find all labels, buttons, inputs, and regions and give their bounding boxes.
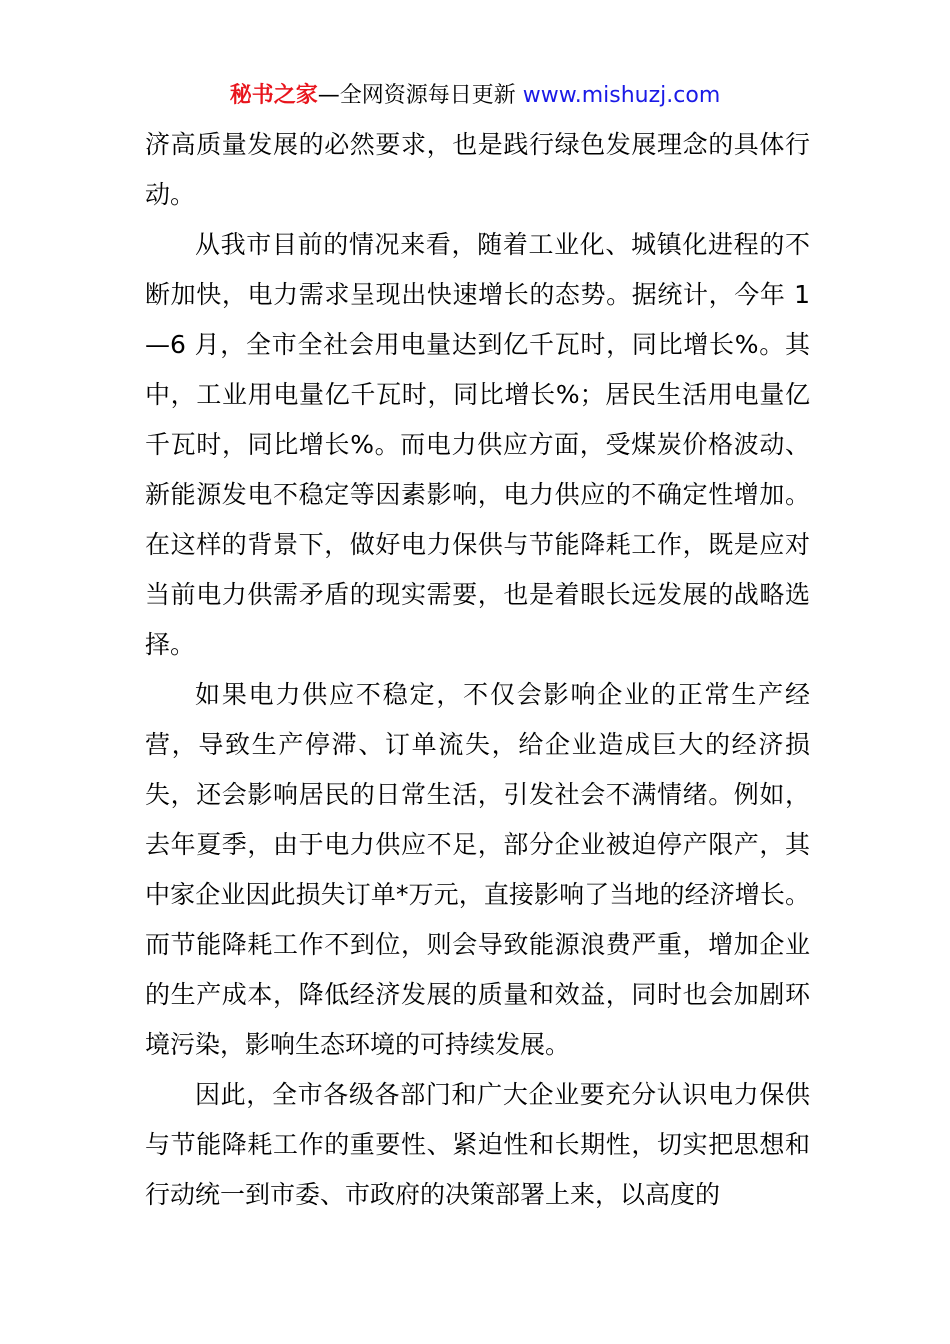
site-url-link[interactable]: www.mishuzj.com	[522, 83, 721, 108]
document-body	[145, 120, 810, 1220]
paragraph-consequences: 如果电力供应不稳定，不仅会影响企业的正常生产经营，导致生产停滞、订单流失，给企业造成巨大的经济损失，还会影响居民的日常生活，引发社会不满情绪。例如，去年夏季，由于电力供应不足，部分企业被迫停产限产，其中家企业因此损失订单*万元，直接影响了当地的经济增长。而节能降耗工作不到位，则会导致能源浪费严重，增加企业的生产成本，降低经济发展的质量和效益，同时也会加剧环境污染，影响生态环境的可持续发展。	[145, 680, 810, 1059]
paragraph-conclusion: 因此，全市各级各部门和广大企业要充分认识电力保供与节能降耗工作的重要性、紧迫性和长期性，切实把思想和行动统一到市委、市政府的决策部署上来，以高度的	[145, 1080, 810, 1209]
paragraph-current-situation: 从我市目前的情况来看，随着工业化、城镇化进程的不断加快，电力需求呈现出快速增长的态势。据统计，今年 1—6 月，全市全社会用电量达到亿千瓦时，同比增长%。其中，工业用电量亿千瓦时，同比增长%；居民生活用电量亿千瓦时，同比增长%。而电力供应方面，受煤炭价格波动、新能源发电不稳定等因素影响，电力供应的不确定性增加。在这样的背景下，做好电力保供与节能降耗工作，既是应对当前电力供需矛盾的现实需要，也是着眼长远发展的战略选择。	[145, 230, 810, 659]
brand-name: 秘书之家	[229, 83, 318, 108]
paragraph-continued: 济高质量发展的必然要求，也是践行绿色发展理念的具体行动。	[145, 130, 810, 209]
page-header	[0, 80, 950, 112]
header-tagline: —全网资源每日更新	[317, 83, 523, 108]
